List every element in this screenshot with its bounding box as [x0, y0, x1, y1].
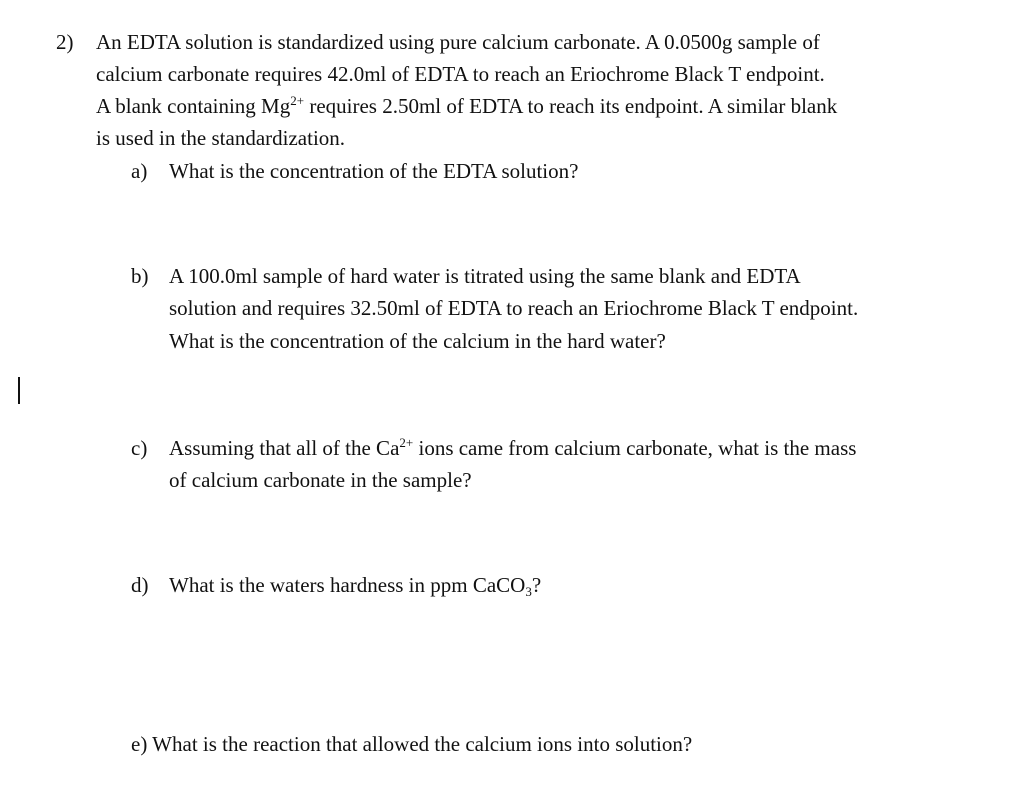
question-text-line-3-start: A blank containing Mg: [96, 94, 291, 118]
part-c-text-line-1-start: Assuming that all of the Ca: [169, 436, 400, 460]
calcium-charge: 2+: [399, 435, 414, 450]
part-c-text-line-1: [169, 435, 856, 461]
question-text-line-1: An EDTA solution is standardized using pure calcium carbonate. A 0.0500g sample of: [96, 30, 820, 54]
part-d-label: d): [131, 573, 149, 597]
question-number: 2): [56, 30, 74, 54]
part-b-text-line-1: A 100.0ml sample of hard water is titrated using the same blank and EDTA: [169, 264, 801, 288]
magnesium-charge: 2+: [290, 93, 305, 108]
part-c-text-line-2: of calcium carbonate in the sample?: [169, 468, 472, 492]
part-d-text-end: ?: [531, 573, 542, 597]
part-c-label: c): [131, 436, 148, 460]
part-b-text-line-2: solution and requires 32.50ml of EDTA to reach an Eriochrome Black T endpoint.: [169, 296, 859, 320]
part-d-text: [169, 572, 541, 598]
part-a-label: a): [131, 159, 148, 183]
question-text-line-2: calcium carbonate requires 42.0ml of EDTA to reach an Eriochrome Black T endpoint.: [96, 62, 825, 86]
question-text-line-3-end: requires 2.50ml of EDTA to reach its endpoint. A similar blank: [304, 94, 838, 118]
text-cursor: [18, 377, 20, 404]
question-text-line-4: is used in the standardization.: [96, 126, 346, 150]
part-e-text: e) What is the reaction that allowed the calcium ions into solution?: [131, 732, 693, 756]
part-c-text-line-1-end: ions came from calcium carbonate, what is the mass: [413, 436, 857, 460]
part-a-text: What is the concentration of the EDTA solution?: [169, 159, 579, 183]
part-d-text-start: What is the waters hardness in ppm CaCO: [169, 573, 526, 597]
carbonate-subscript: 3: [525, 584, 532, 599]
part-b-text-line-3: What is the concentration of the calcium in the hard water?: [169, 329, 666, 353]
part-b-label: b): [131, 264, 149, 288]
question-text-line-3: [96, 93, 837, 119]
